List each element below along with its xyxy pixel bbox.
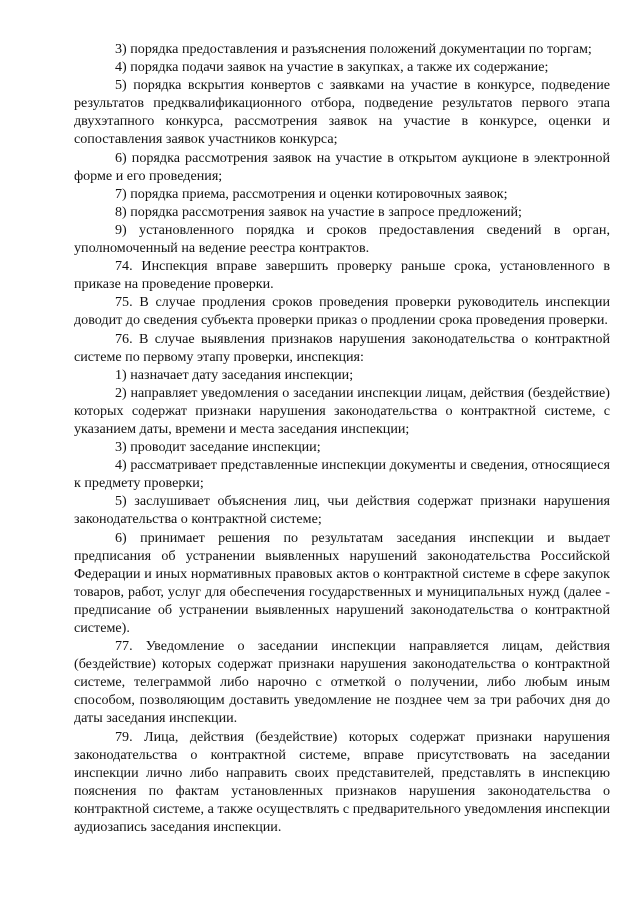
item-5-envelopes: 5) порядка вскрытия конвертов с заявками на участие в конкурсе, подведение результатов предквалификационного отбора, подведение результатов первого этапа двухэтапного конкурса, рассмотрения заявок на участие в конкурсе, оценки и сопоставления заявок участников конкурса; [74,77,610,148]
item-9-registry: 9) установленного порядка и сроков предоставления сведений в орган, уполномоченный на ведение реестра контрактов. [74,221,610,257]
clause-76-item-3: 3) проводит заседание инспекции; [115,439,321,456]
clause-77: 77. Уведомление о заседании инспекции направляется лицам, действия (бездействие) которых содержат признаки нарушения законодательства о контрактной системе, телеграммой либо нарочно с отметкой о получении, либо любым иным способом, позволяющим доставить уведомление не позднее чем за три рабочих дня до даты заседания инспекции. [74,638,610,727]
clause-76-item-6: 6) принимает решения по результатам заседания инспекции и выдает предписания об устранении выявленных нарушений законодательства Российской Федерации и иных нормативных правовых актов о контрактной системе в сфере закупок товаров, работ, услуг для обеспечения государственных и муниципальных нужд (далее - предписание об устранении выявленных нарушений законодательства о контрактной системе). [74,529,610,636]
item-3-documentation: 3) порядка предоставления и разъяснения положений документации по торгам; [115,41,592,57]
document-page [74,40,610,836]
clause-74: 74. Инспекция вправе завершить проверку раньше срока, установленного в приказе на проведение проверки. [74,258,610,293]
clause-75: 75. В случае продления сроков проведения проверки руководитель инспекции доводит до сведения субъекта проверки приказ о продлении срока проведения проверки. [74,294,610,329]
clause-79: 79. Лица, действия (бездействие) которых содержат признаки нарушения законодательства о контрактной системе, вправе присутствовать на заседании инспекции лично либо направить своих представителей, представлять в инспекцию пояснения по фактам установленных признаков нарушения законодательства о контрактной системе, а также осуществлять с предварительного уведомления инспекции аудиозапись заседания инспекции. [74,728,610,836]
clause-76-item-5: 5) заслушивает объяснения лиц, чьи действия содержат признаки нарушения законодательства о контрактной системе; [74,493,610,528]
item-7-quotations: 7) порядка приема, рассмотрения и оценки котировочных заявок; [115,185,508,202]
clause-76-item-1: 1) назначает дату заседания инспекции; [115,366,354,383]
item-6-auction: 6) порядка рассмотрения заявок на участие в открытом аукционе в электронной форме и его проведения; [74,149,610,184]
clause-76-item-4: 4) рассматривает представленные инспекции документы и сведения, относящиеся к предмету проверки; [74,457,610,492]
item-8-proposals: 8) порядка рассмотрения заявок на участие в запросе предложений; [115,203,522,220]
item-4-applications: 4) порядка подачи заявок на участие в закупках, а также их содержание; [115,59,549,76]
clause-76-item-2: 2) направляет уведомления о заседании инспекции лицам, действия (бездействие) которых содержат признаки нарушения законодательства о контрактной системе, с указанием даты, времени и места заседания инспекции; [74,384,610,437]
clause-76: 76. В случае выявления признаков нарушения законодательства о контрактной системе по первому этапу проверки, инспекция: [74,330,610,365]
